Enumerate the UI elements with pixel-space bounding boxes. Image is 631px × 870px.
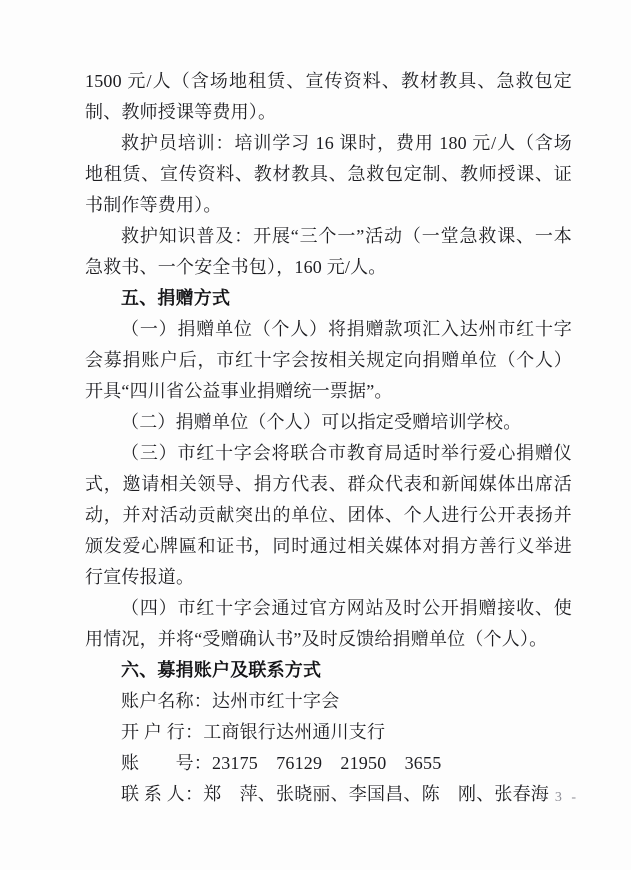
- paragraph-donation-method-1: （一）捐赠单位（个人）将捐赠款项汇入达州市红十字会募捐账户后，市红十字会按相关规定向捐赠单位（个人）开具“四川省公益事业捐赠统一票据”。: [85, 319, 572, 401]
- page-number: - 3 -: [540, 790, 579, 805]
- document-body: [85, 66, 572, 810]
- line-bank-branch: 开 户 行：工商银行达州通川支行: [121, 722, 386, 742]
- heading-section-6-account-contact: 六、募捐账户及联系方式: [121, 660, 322, 680]
- heading-section-5-donation-method: 五、捐赠方式: [121, 288, 231, 308]
- paragraph-donation-method-4: （四）市红十字会通过官方网站及时公开捐赠接收、使用情况，并将“受赠确认书”及时反馈给捐赠单位（个人）。: [85, 598, 572, 649]
- paragraph-donation-method-3: （三）市红十字会将联合市教育局适时举行爱心捐赠仪式，邀请相关领导、捐方代表、群众代表和新闻媒体出席活动，并对活动贡献突出的单位、团体、个人进行公开表扬并颁发爱心牌匾和证书，同时通过相关媒体对捐方善行义举进行宣传报道。: [85, 443, 572, 587]
- line-account-name: 账户名称：达州市红十字会: [121, 691, 340, 711]
- paragraph-first-aid-knowledge: 救护知识普及：开展“三个一”活动（一堂急救课、一本急救书、一个安全书包），160 元/人。: [85, 226, 572, 277]
- paragraph-first-aider-training: 救护员培训：培训学习 16 课时，费用 180 元/人（含场地租赁、宣传资料、教材教具、急救包定制、教师授课、证书制作等费用）。: [85, 133, 572, 215]
- paragraph-donation-method-2: （二）捐赠单位（个人）可以指定受赠培训学校。: [121, 412, 522, 432]
- paragraph-fee-detail-continuation: 1500 元/人（含场地租赁、宣传资料、教材教具、急救包定制、教师授课等费用）。: [85, 71, 572, 122]
- line-account-number: 账 号：23175 76129 21950 3655: [121, 753, 442, 773]
- line-contact-persons: 联 系 人：郑 萍、张晓丽、李国昌、陈 刚、张春海: [121, 784, 549, 804]
